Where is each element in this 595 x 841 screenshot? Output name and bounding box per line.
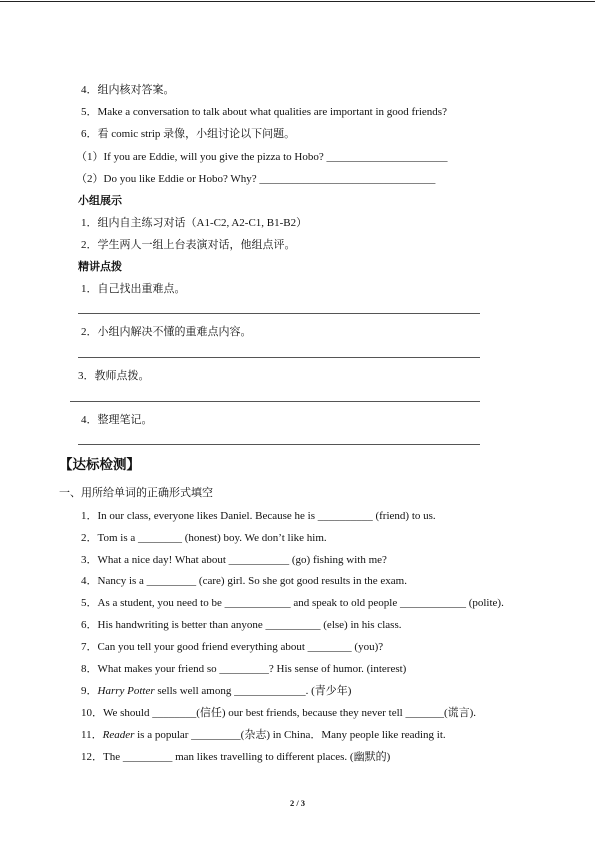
answer-line [78,444,480,445]
group-show-item: 1．组内自主练习对话（A1-C2, A2-C1, B1-B2） [81,217,308,229]
key-point-item: 4．整理笔记。 [81,414,153,426]
key-point-item: 2．小组内解决不懂的重难点内容。 [81,326,252,338]
test-question: 6．His handwriting is better than anyone __________ (else) in his class. [81,619,402,631]
test-question: 4．Nancy is a _________ (care) girl. So she got good results in the exam. [81,575,407,587]
test-question: 12．The _________ man likes travelling to different places. (幽默的) [81,751,391,763]
key-point-item: 1．自己找出重难点。 [81,283,186,295]
step-6-question-1: （1）If you are Eddie, will you give the pizza to Hobo? ______________________ [76,151,448,163]
title-emphasis: Harry Potter [97,685,155,697]
step-6-question-2: （2）Do you like Eddie or Hobo? Why? ________________________________ [76,173,436,185]
answer-line [78,357,480,358]
test-question: 9．Harry Potter sells well among _____________. (青少年) [81,685,352,697]
answer-line [78,313,480,314]
test-question: 8．What makes your friend so _________? His sense of humor. (interest) [81,663,407,675]
test-question: 3．What a nice day! What about ___________ (go) fishing with me? [81,554,387,566]
test-instruction: 一、用所给单词的正确形式填空 [59,487,213,499]
section-title-test: 【达标检测】 [59,457,140,472]
group-show-item: 2．学生两人一组上台表演对话，他组点评。 [81,239,296,251]
test-question: 2．Tom is a ________ (honest) boy. We don’t like him. [81,532,327,544]
test-question: 5．As a student, you need to be ____________ and speak to old people ____________ (polite). [81,597,504,609]
page-number: 2 / 3 [289,798,306,808]
test-question: 1．In our class, everyone likes Daniel. Because he is __________ (friend) to us. [81,510,436,522]
key-point-item: 3．教师点拨。 [78,370,150,382]
test-question: 10．We should ________(信任) our best friends, because they never tell _______(谎言). [81,707,477,719]
test-question: 11．Reader is a popular _________(杂志) in China．Many people like reading it. [81,729,446,741]
header-rule [0,1,595,2]
title-emphasis: Reader [102,729,135,741]
section-title-key-points: 精讲点拨 [78,261,122,273]
step-4: 4．组内核对答案。 [81,84,175,96]
step-5: 5．Make a conversation to talk about what qualities are important in good friends? [81,106,447,118]
test-question: 7．Can you tell your good friend everything about ________ (you)? [81,641,384,653]
answer-line [70,401,480,402]
section-title-group-show: 小组展示 [78,195,122,207]
step-6: 6．看 comic strip 录像，小组讨论以下问题。 [81,128,296,140]
